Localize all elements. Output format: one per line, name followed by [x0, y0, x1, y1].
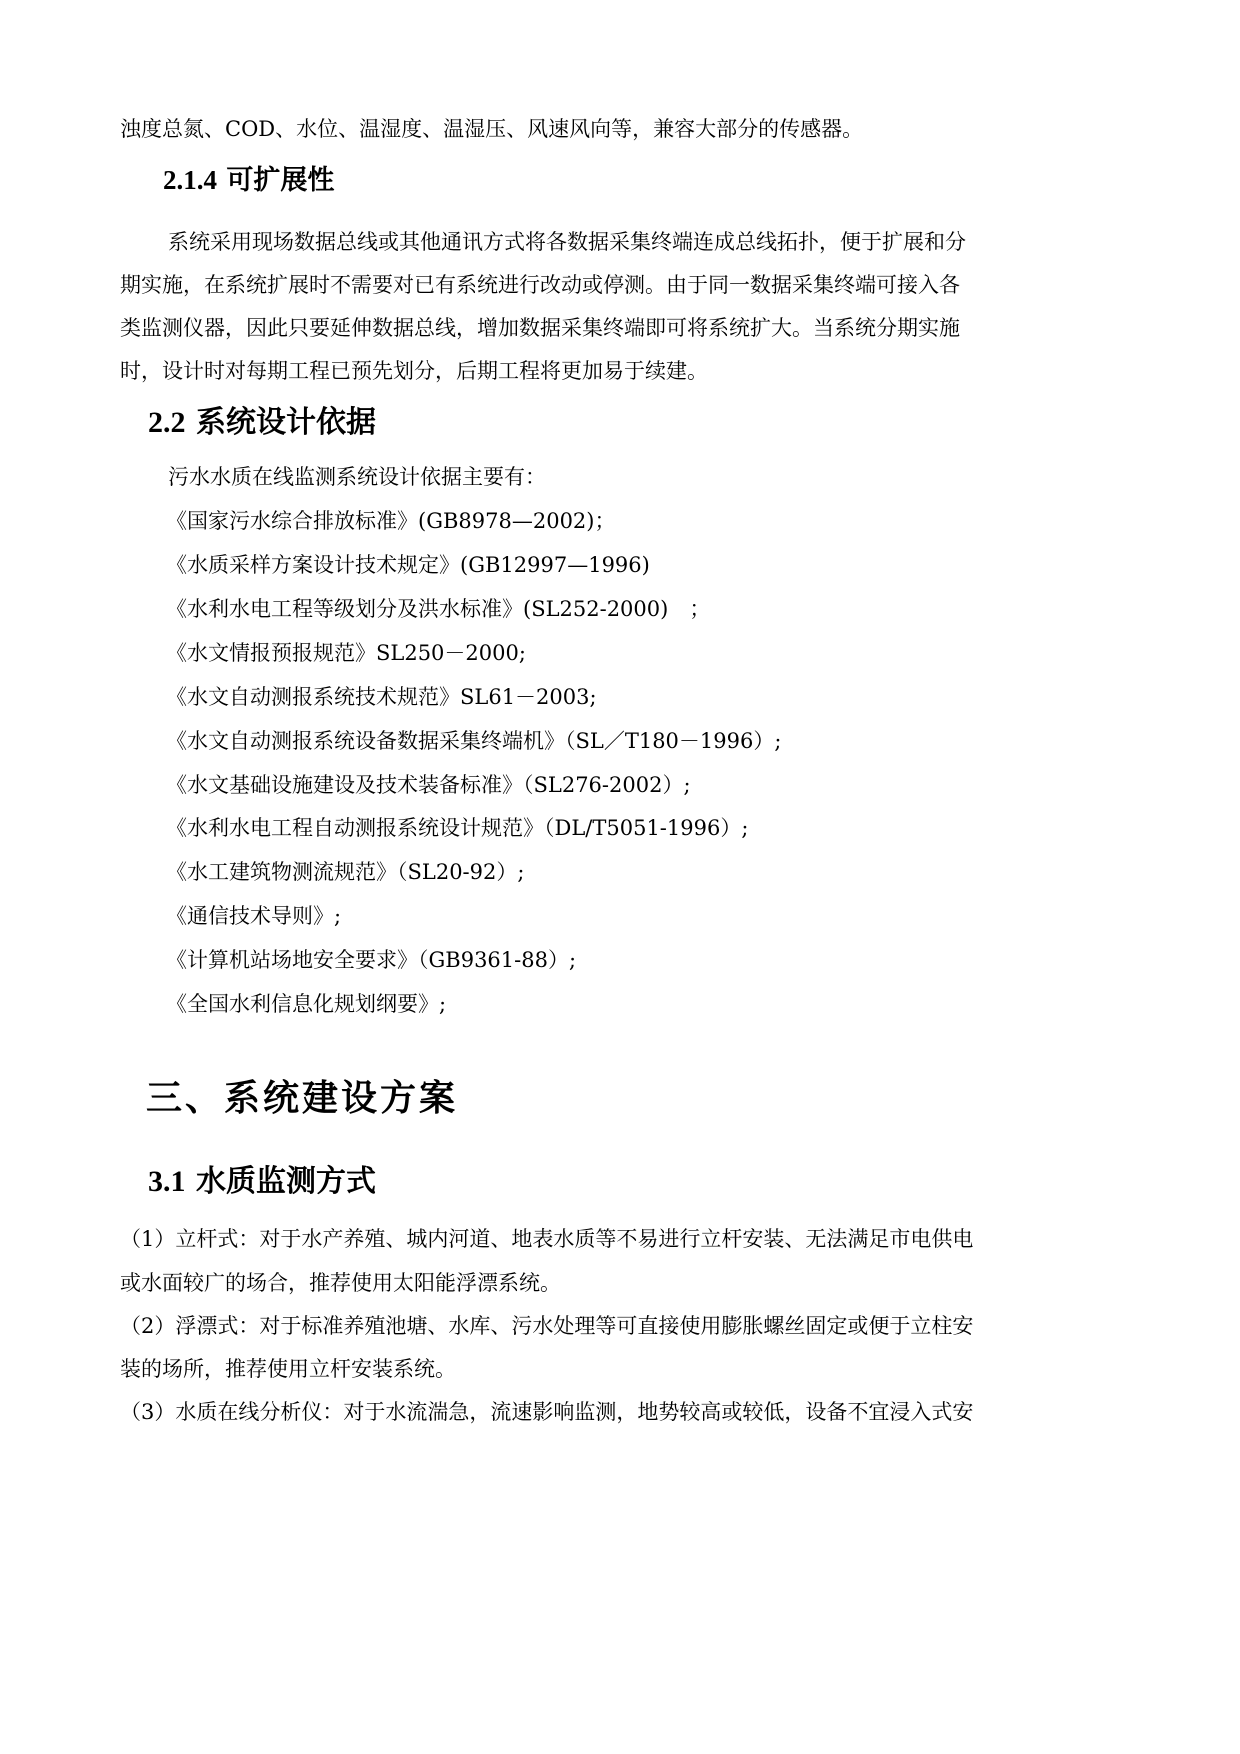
paragraph-line: （2）浮漂式：对于标准养殖池塘、水库、污水处理等可直接使用膨胀螺丝固定或便于立柱安 [120, 1314, 974, 1338]
reference-item: 《水文基础设施建设及技术装备标准》（SL276-2002）; [166, 773, 691, 797]
reference-item: 《通信技术导则》; [166, 904, 342, 928]
section-number: 2.1.4 [163, 165, 217, 195]
paragraph-line: （1）立杆式：对于水产养殖、城内河道、地表水质等不易进行立杆安装、无法满足市电供电 [120, 1227, 974, 1251]
section-heading-2-2 [148, 403, 376, 443]
reference-item: 《水质采样方案设计技术规定》(GB12997—1996) [166, 553, 650, 577]
references-intro: 污水水质在线监测系统设计依据主要有： [168, 465, 546, 489]
reference-item: 《水工建筑物测流规范》（SL20-92）; [166, 860, 525, 884]
paragraph-line: （3）水质在线分析仪：对于水流湍急，流速影响监测，地势较高或较低，设备不宜浸入式安 [120, 1400, 974, 1424]
chapter-heading-3: 三、系统建设方案 [146, 1077, 459, 1119]
section-title: 可扩展性 [226, 165, 335, 196]
paragraph-line: 装的场所，推荐使用立杆安装系统。 [120, 1357, 456, 1381]
reference-item: 《水文自动测报系统设备数据采集终端机》（SL／T180－1996）; [166, 729, 782, 753]
paragraph-line: 系统采用现场数据总线或其他通讯方式将各数据采集终端连成总线拓扑，便于扩展和分 [168, 230, 966, 254]
section-heading-2-1-4 [163, 162, 334, 199]
reference-item: 《水利水电工程等级划分及洪水标准》(SL252-2000) ； [166, 597, 711, 621]
section-heading-3-1 [148, 1162, 376, 1202]
reference-item: 《水利水电工程自动测报系统设计规范》（DL/T5051-1996）; [166, 816, 749, 840]
section-title: 水质监测方式 [195, 1164, 376, 1199]
section-number: 3.1 [148, 1165, 186, 1198]
paragraph-continuation: 浊度总氮、COD、水位、温湿度、温湿压、风速风向等，兼容大部分的传感器。 [120, 117, 864, 141]
paragraph-line: 期实施，在系统扩展时不需要对已有系统进行改动或停测。由于同一数据采集终端可接入各 [120, 273, 960, 297]
paragraph-line: 时，设计时对每期工程已预先划分，后期工程将更加易于续建。 [120, 359, 708, 383]
paragraph-line: 类监测仪器，因此只要延伸数据总线，增加数据采集终端即可将系统扩大。当系统分期实施 [120, 316, 960, 340]
paragraph-line: 或水面较广的场合，推荐使用太阳能浮漂系统。 [120, 1271, 561, 1295]
section-number: 2.2 [148, 406, 186, 439]
section-title: 系统设计依据 [195, 405, 376, 440]
reference-item: 《计算机站场地安全要求》（GB9361-88）; [166, 948, 577, 972]
reference-item: 《水文自动测报系统技术规范》SL61－2003; [166, 685, 597, 709]
reference-item: 《水文情报预报规范》SL250－2000; [166, 641, 526, 665]
reference-item: 《国家污水综合排放标准》(GB8978—2002)； [166, 509, 616, 533]
reference-item: 《全国水利信息化规划纲要》; [166, 992, 447, 1016]
